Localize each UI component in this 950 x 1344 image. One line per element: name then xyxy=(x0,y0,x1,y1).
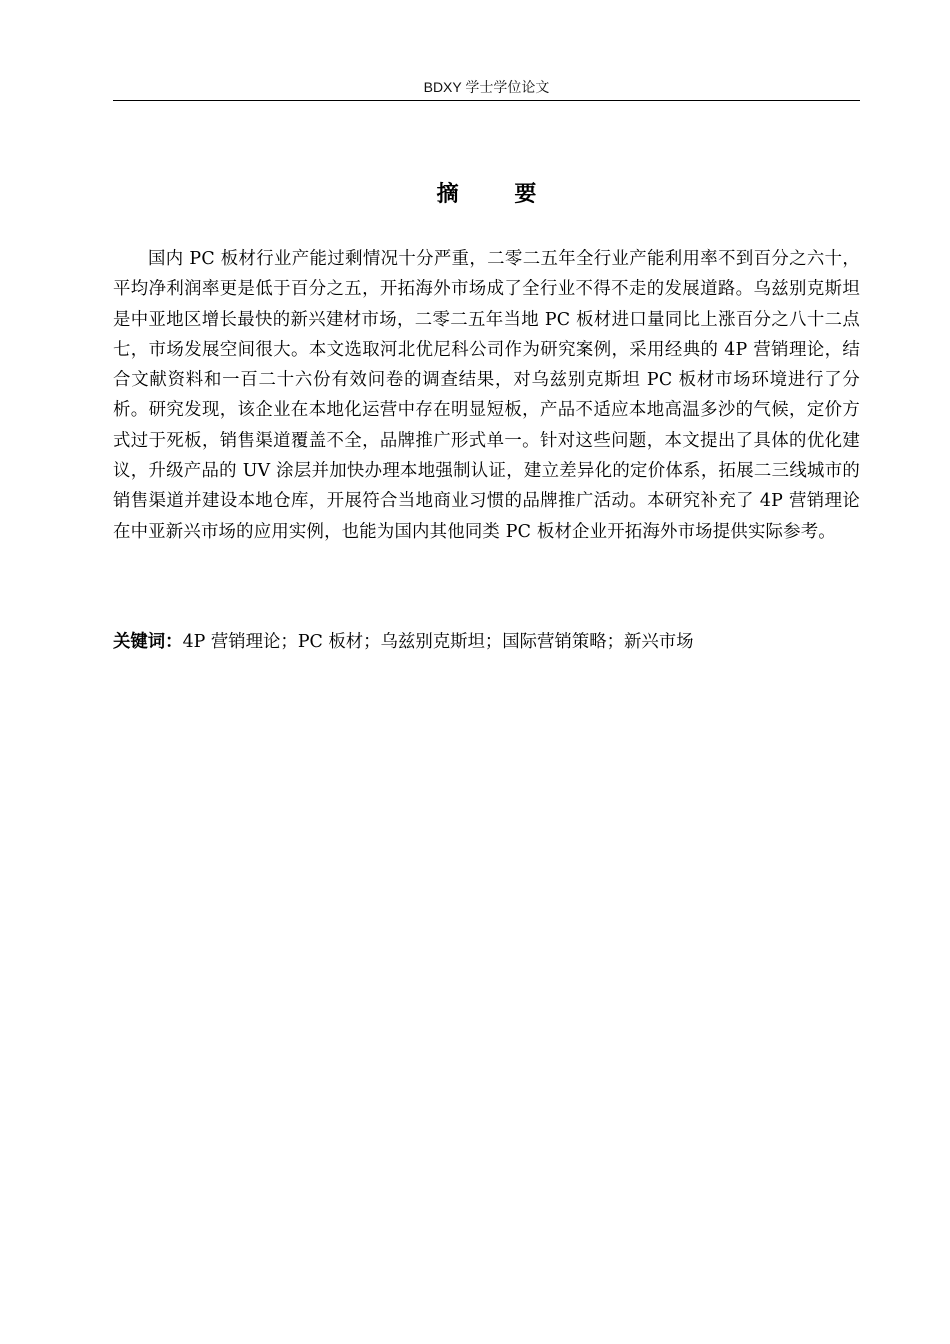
keywords-text: 4P 营销理论；PC 板材；乌兹别克斯坦；国际营销策略；新兴市场 xyxy=(182,632,694,652)
running-header: BDXY 学士学位论文 xyxy=(423,79,550,95)
abstract-title: 摘 要 xyxy=(436,182,561,207)
keywords-line xyxy=(113,629,860,655)
keywords-label: 关键词： xyxy=(113,632,183,652)
abstract-body: 国内 PC 板材行业产能过剩情况十分严重，二零二五年全行业产能利用率不到百分之六十，平均净利润率更是低于百分之五，开拓海外市场成了全行业不得不走的发展道路。乌兹别克斯坦是中亚地区增长最快的新兴建材市场，二零二五年当地 PC 板材进口量同比上涨百分之八十二点七，市场发展空间很大。本文选取河北优尼科公司作为研究案例，采用经典的 4P 营销理论，结合文献资料和一百二十六份有效问卷的调查结果，对乌兹别克斯坦 PC 板材市场环境进行了分析。研究发现，该企业在本地化运营中存在明显短板，产品不适应本地高温多沙的气候，定价方式过于死板，销售渠道覆盖不全，品牌推广形式单一。针对这些问题，本文提出了具体的优化建议，升级产品的 UV 涂层并加快办理本地强制认证，建立差异化的定价体系，拓展二三线城市的销售渠道并建设本地仓库，开展符合当地商业习惯的品牌推广活动。本研究补充了 4P 营销理论在中亚新兴市场的应用实例，也能为国内其他同类 PC 板材企业开拓海外市场提供实际参考。 xyxy=(113,249,860,542)
header-rule xyxy=(113,100,860,101)
